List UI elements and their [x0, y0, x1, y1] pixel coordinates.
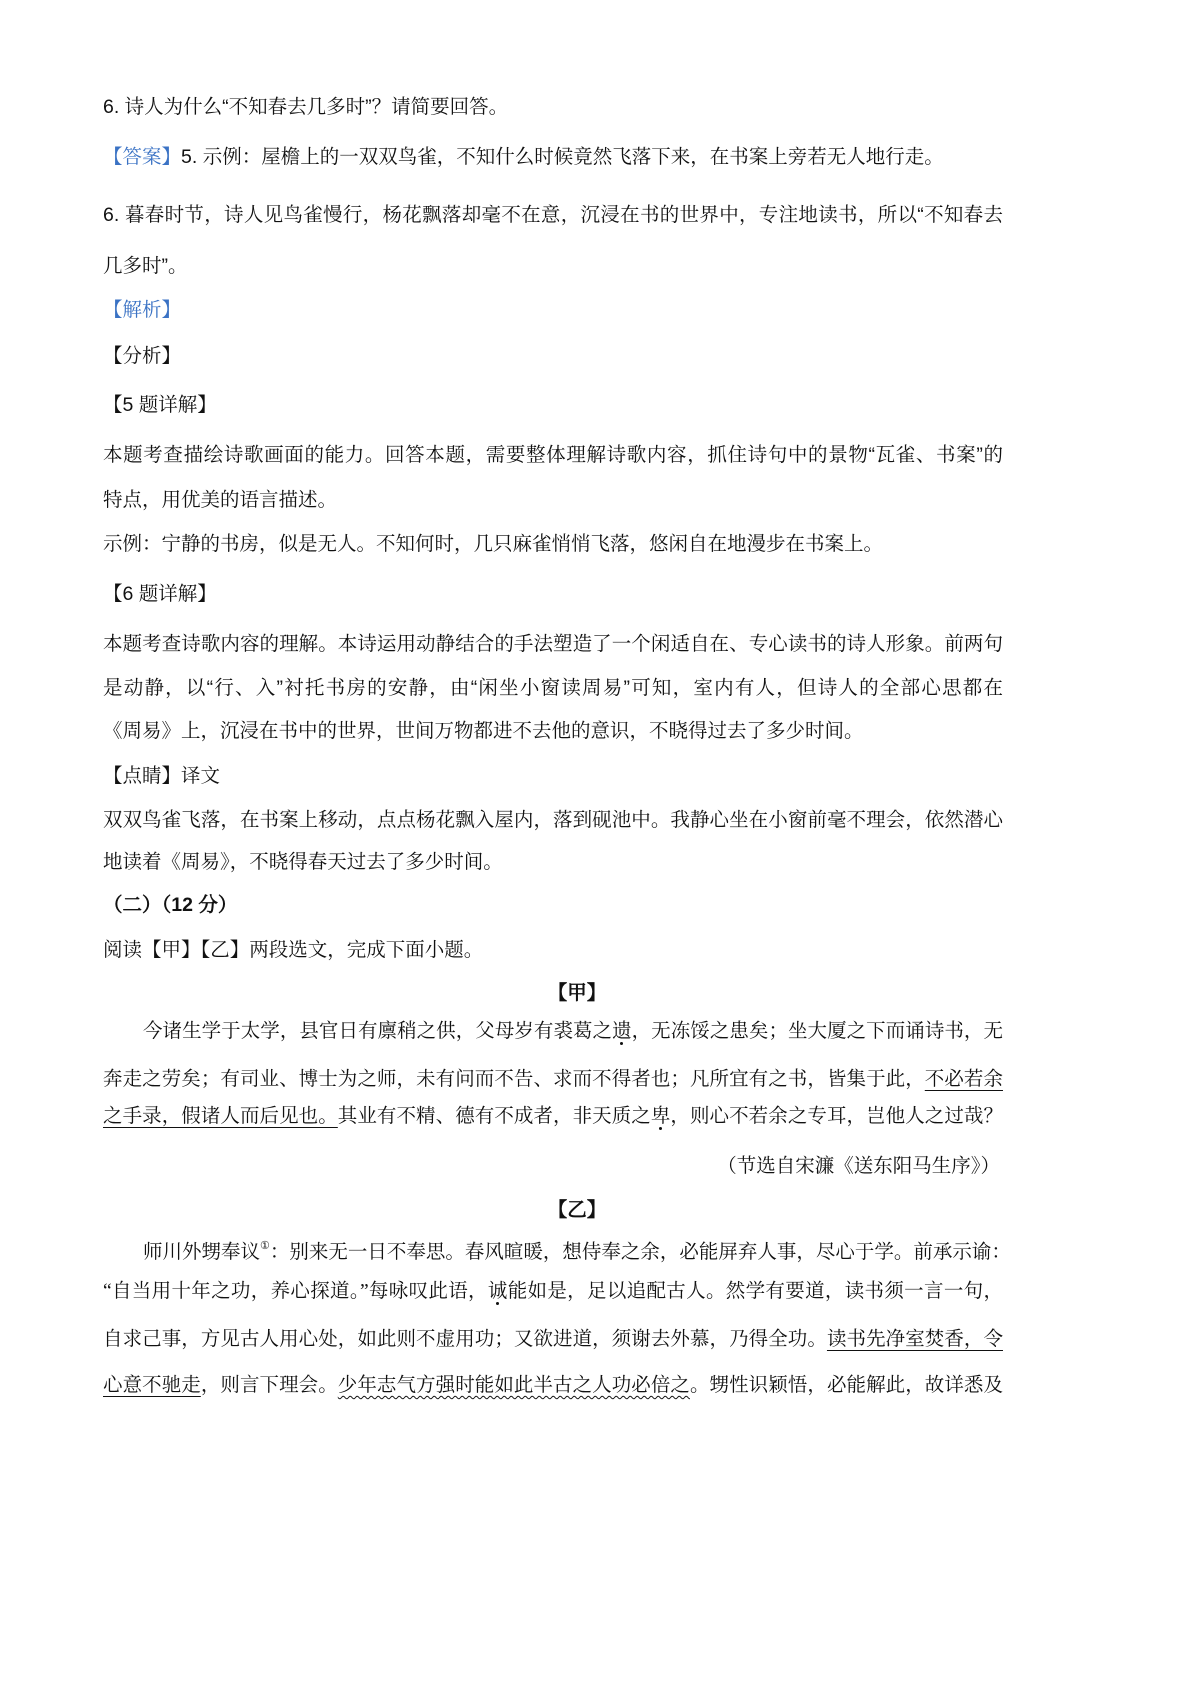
passage-yi-line-1: [143, 1240, 1011, 1266]
passage-text: 今诸生学于太学，县官日有廪稍之供，父母岁有裘葛之: [143, 1021, 613, 1042]
passage-yi-title: 【乙】: [547, 1199, 607, 1221]
passage-jia-title: 【甲】: [547, 982, 607, 1004]
answer-q5-text: 5. 示例：屋檐上的一双双鸟雀，不知什么时候竟然飞落下来，在书案上旁若无人地行走。: [181, 146, 944, 168]
passage-text: ，则言下理会。: [200, 1375, 338, 1396]
section-2-instruction: 阅读【甲】【乙】两段选文，完成下面小题。: [103, 939, 484, 961]
question-6-prompt: 6. 诗人为什么“不知春去几多时”？请简要回答。: [103, 96, 509, 118]
passage-jia-line-2: [103, 1067, 1003, 1093]
underlined-sentence: 心意不驰走: [103, 1375, 201, 1396]
answer-q6-line-1: 6. 暮春时节，诗人见鸟雀慢行，杨花飘落却毫不在意，沉浸在书的世界中，专注地读书，所以“不知春去: [103, 204, 1003, 226]
passage-text: 其业有不精、德有不成者，非天质之: [337, 1106, 651, 1127]
passage-jia-source: （节选自宋濂《送东阳马生序》）: [717, 1155, 1000, 1177]
passage-text: 。甥性识颖悟，必能解此，故详悉及: [689, 1375, 1003, 1396]
passage-text: 师川外甥奉议: [143, 1242, 261, 1263]
q6-detail-line-3: 《周易》上，沉浸在书中的世界，世间万物都进不去他的意识，不晓得过去了多少时间。: [103, 720, 864, 742]
translation-line-2: 地读着《周易》，不晓得春天过去了多少时间。: [103, 851, 503, 873]
passage-text: ：别来无一日不奉思。春风暄暖，想侍奉之余，必能屏弃人事，尽心于学。前承示谕：: [269, 1242, 1011, 1263]
passage-text: “自当用十年之功，养心探道。”每咏叹此语，: [103, 1281, 488, 1302]
underlined-sentence: 读书先净室焚香，令: [826, 1329, 1003, 1350]
q5-detail-line-1: 本题考查描绘诗歌画面的能力。回答本题，需要整体理解诗歌内容，抓住诗句中的景物“瓦雀、书案”的: [103, 444, 1003, 466]
emphasis-dot-char: 诚: [487, 1281, 508, 1302]
q6-detail-heading: 【6 题详解】: [103, 583, 217, 605]
passage-jia-line-3: [103, 1104, 1003, 1130]
q6-detail-line-1: 本题考查诗歌内容的理解。本诗运用动静结合的手法塑造了一个闲适自在、专心读书的诗人形象。前两句: [103, 633, 1003, 655]
answer-q6-line-2: 几多时”。: [103, 255, 188, 277]
highlight-heading: 【点睛】译文: [103, 765, 221, 787]
passage-text: ，则心不若余之专耳，岂他人之过哉？: [670, 1106, 1003, 1127]
underlined-sentence: 不必若余: [924, 1069, 1003, 1090]
footnote-marker: ①: [260, 1240, 270, 1252]
answer-label: 【答案】: [103, 146, 182, 168]
passage-text: 能如是，足以追配古人。然学有要道，读书须一言一句，: [507, 1281, 1003, 1302]
passage-yi-line-3: [103, 1327, 1003, 1353]
answer-line: [103, 144, 944, 170]
passage-jia-line-1: [143, 1019, 1003, 1045]
underlined-sentence: 之手录，假诸人而后见也。: [103, 1106, 338, 1127]
passage-yi-line-2: [103, 1279, 1003, 1305]
emphasis-dot-char: 遗: [612, 1021, 632, 1042]
section-2-heading: （二）（12 分）: [103, 894, 238, 916]
q6-detail-line-2: 是动静，以“行、入”衬托书房的安静，由“闲坐小窗读周易”可知，室内有人，但诗人的全部心思都在: [103, 677, 1003, 699]
q5-detail-line-2: 特点，用优美的语言描述。: [103, 489, 338, 511]
emphasis-dot-char: 卑: [650, 1106, 671, 1127]
explanation-label: 【解析】: [103, 299, 182, 321]
q5-detail-heading: 【5 题详解】: [103, 394, 217, 416]
translation-line-1: 双双鸟雀飞落，在书案上移动，点点杨花飘入屋内，落到砚池中。我静心坐在小窗前毫不理会，依然潜心: [103, 809, 1003, 831]
passage-text: 奔走之劳矣；有司业、博士为之师，未有问而不告、求而不得者也；凡所宜有之书，皆集于此，: [103, 1069, 925, 1090]
wavy-underlined-sentence: 少年志气方强时能如此半古之人功必倍之: [337, 1375, 690, 1396]
passage-yi-line-4: [103, 1373, 1003, 1399]
analysis-heading: 【分析】: [103, 345, 182, 367]
passage-text: 自求己事，方见古人用心处，如此则不虚用功；又欲进道，须谢去外慕，乃得全功。: [103, 1329, 827, 1350]
passage-text: ，无冻馁之患矣；坐大厦之下而诵诗书，无: [631, 1021, 1003, 1042]
q5-detail-line-3: 示例：宁静的书房，似是无人。不知何时，几只麻雀悄悄飞落，悠闲自在地漫步在书案上。: [103, 533, 884, 555]
